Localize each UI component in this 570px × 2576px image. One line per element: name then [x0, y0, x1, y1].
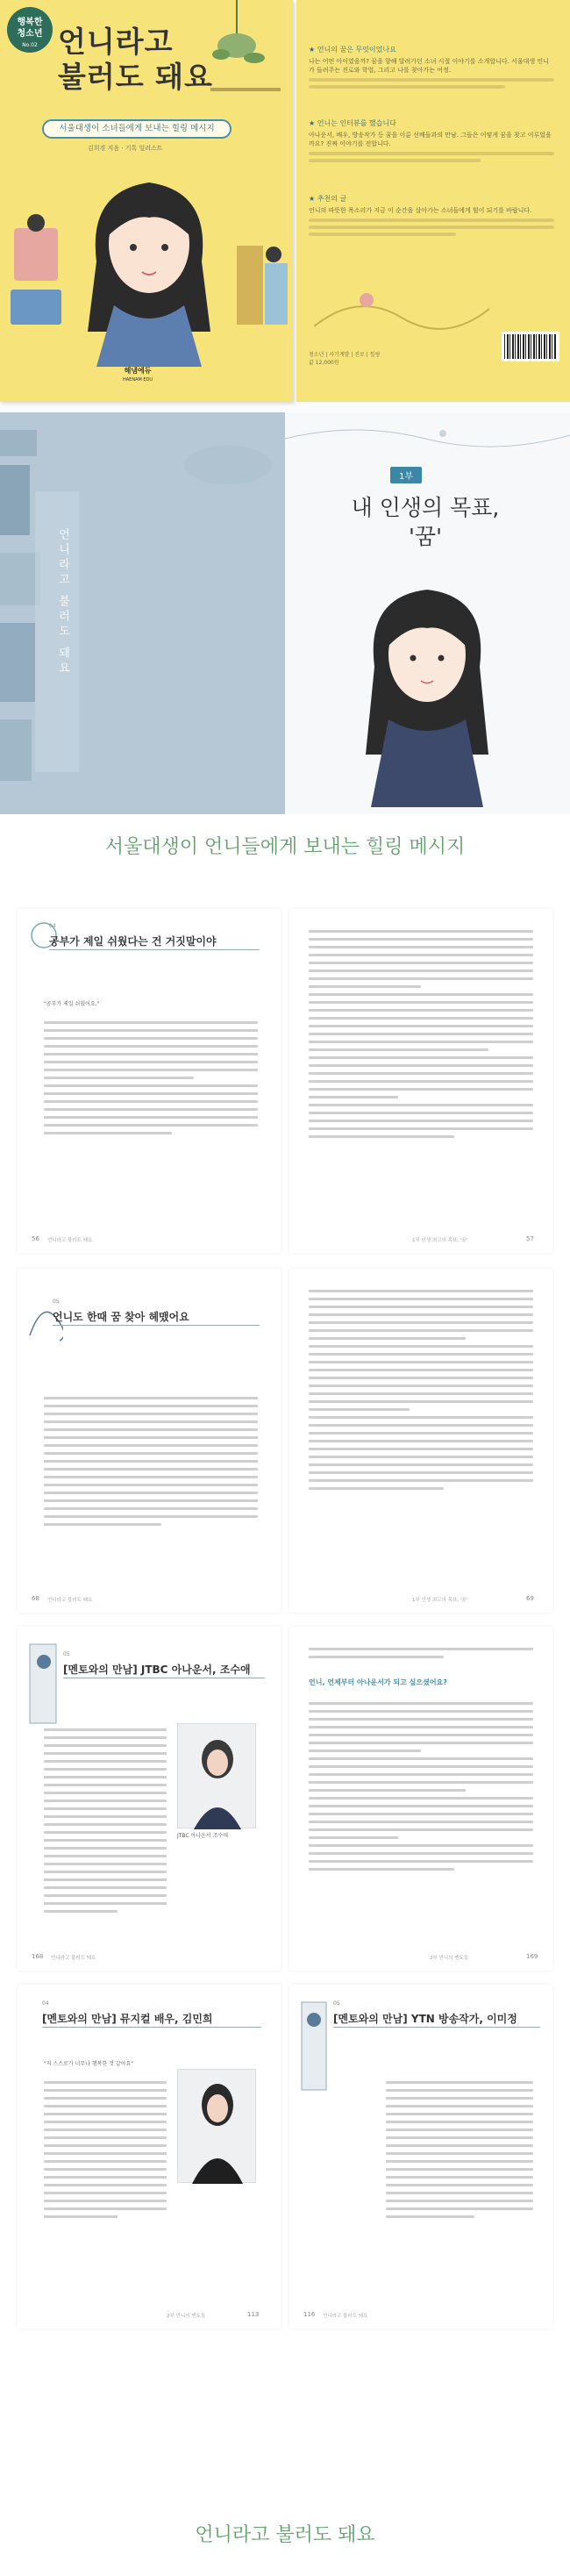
running-head-right: 언니라고 불러도 돼요 — [323, 2314, 368, 2319]
mentor-photo — [177, 2069, 256, 2183]
back-section-2-text: 아나운서, 배우, 방송작가 등 꿈을 이룬 선배들과의 만남. 그들은 어떻게 꿈을 찾고 이루었을까요? 진짜 이야기를 전합니다. — [309, 132, 552, 147]
page-number-left: 113 — [247, 2311, 260, 2318]
inner-spread-section — [0, 412, 570, 814]
chapter-number: 05 — [63, 1651, 70, 1657]
page-number-left: 56 — [32, 1235, 39, 1242]
page-number-left: 68 — [32, 1595, 39, 1602]
body-text-block — [44, 2076, 167, 2223]
interview-question: 언니, 언제부터 아나운서가 되고 싶으셨어요? — [309, 1678, 447, 1686]
back-section-3-heading: ★ 추천의 글 — [309, 195, 347, 203]
running-head-left: 언니라고 불러도 돼요 — [47, 1238, 93, 1243]
part-tag: 1부 — [390, 467, 422, 483]
running-head-right: 2부 언니의 멘토들 — [430, 1956, 469, 1961]
body-text-block — [309, 1284, 533, 1495]
chapter-title: [멘토와의 만남] 뮤지컬 배우, 김민희 — [42, 2013, 213, 2025]
left-figures-illustration — [5, 211, 67, 333]
chapter-number: 04 — [42, 2000, 49, 2007]
cover-section — [0, 0, 570, 412]
body-text-block — [309, 1642, 533, 1664]
right-figures-illustration — [230, 228, 291, 360]
running-head-right: 1부 인생 최고의 목표, '꿈' — [412, 1598, 468, 1603]
answer-text-block — [309, 1697, 533, 1876]
publisher-logo: 해냄에듀 HAENAM EDU — [123, 367, 153, 383]
back-section-2-heading: ★ 언니는 인터뷰를 했습니다 — [309, 119, 396, 127]
chapter-title: 언니도 한때 꿈 찾아 헤맸어요 — [53, 1311, 189, 1323]
chapter-title: 공부가 제일 쉬웠다는 건 거짓말이야 — [49, 935, 217, 948]
chapter-quote: "저 스스로가 너무나 행복한 것 같아요" — [44, 2061, 133, 2067]
chapter-title: [멘토와의 만남] JTBC 아나운서, 조수애 — [63, 1664, 251, 1676]
series-badge: 행복한 청소년 No.02 — [7, 7, 53, 53]
back-section-3-text: 언니의 따뜻한 목소리가 지금 이 순간을 살아가는 소녀들에게 힘이 되기를 바랍니다. — [309, 207, 532, 214]
body-text-block — [386, 2076, 533, 2223]
chapter-quote: "공부가 제일 쉬웠어요." — [44, 1001, 100, 1007]
cover-title-line1: 언니라고 — [58, 25, 174, 59]
cover-subtitle: 서울대생이 소녀들에게 보내는 힐링 메시지 — [42, 119, 232, 139]
front-cover — [0, 0, 293, 402]
right-page — [289, 1985, 552, 2329]
right-page — [289, 1269, 552, 1613]
back-section-1 — [309, 46, 554, 92]
body-text-block — [309, 925, 533, 1143]
left-page — [18, 1627, 281, 1971]
bookshelf-illustration — [0, 412, 285, 814]
part-title-page — [285, 412, 570, 814]
chapter-number: 05 — [333, 2000, 340, 2007]
tagline: 서울대생이 언니들에게 보내는 힐링 메시지 — [104, 836, 466, 858]
cover-title — [58, 25, 251, 95]
chapter-number: 04 — [49, 923, 56, 929]
isbn-barcode — [502, 332, 559, 361]
left-page — [18, 909, 281, 1253]
part-title: 내 인생의 목표, '꿈' — [351, 495, 500, 549]
back-cover — [296, 0, 570, 402]
cover-author: 김희경 지음 · 기톡 일러스트 — [88, 145, 163, 152]
page-number-left: 168 — [32, 1953, 44, 1960]
back-section-1-text: 나는 어떤 아이였을까? 꿈을 향해 달려가던 소녀 시절 이야기를 소개합니다. 서울대생 언니가 들려주는 진로와 학업, 그리고 나를 찾아가는 여정. — [309, 58, 549, 74]
page-spread-4 — [0, 1979, 570, 2334]
chapter-doodle-icon — [25, 1635, 67, 1732]
girl-illustration — [61, 156, 237, 367]
body-text-block — [44, 1016, 258, 1140]
cover-title-line2: 불러도 돼요 — [58, 60, 213, 94]
left-page — [18, 1269, 281, 1613]
left-page — [18, 1985, 281, 2329]
chapter-doodle-icon — [296, 1993, 335, 2099]
right-page — [289, 1627, 552, 1971]
body-text-block — [44, 1723, 167, 1918]
page-number-right: 169 — [526, 1953, 538, 1960]
page-spread-1 — [0, 904, 570, 1255]
page-spread-2 — [0, 1263, 570, 1614]
decorative-line-illustration — [285, 412, 570, 465]
endpaper-title: 언니라고 불러도 돼요 — [56, 528, 69, 677]
back-price-info: 청소년 | 자기계발 | 진로 | 힐링 값 12,000원 — [309, 352, 381, 366]
page-number-right: 69 — [526, 1595, 534, 1602]
back-section-3 — [309, 195, 554, 240]
running-head-left: 언니라고 불러도 돼요 — [51, 1956, 96, 1961]
body-text-block — [44, 1392, 258, 1531]
running-head-left: 2부 언니의 멘토들 — [167, 2314, 206, 2319]
mentor-photo — [177, 1723, 256, 1828]
girl-portrait-illustration — [339, 570, 515, 807]
page-number-right: 116 — [303, 2311, 316, 2318]
running-head-left: 언니라고 불러도 돼요 — [47, 1598, 93, 1603]
running-head-right: 1부 인생 최고의 목표, '꿈' — [412, 1238, 468, 1243]
back-section-1-heading: ★ 언니의 꿈은 무엇이었나요 — [309, 46, 396, 54]
page-number-right: 57 — [526, 1235, 534, 1242]
photo-caption: JTBC 아나운서 조수애 — [177, 1833, 229, 1839]
right-page — [289, 909, 552, 1253]
page-spread-3 — [0, 1621, 570, 1972]
endpaper-page — [0, 412, 285, 814]
footer-title: 언니라고 불러도 돼요 — [195, 2524, 375, 2546]
chapter-number: 05 — [53, 1299, 60, 1305]
chapter-title: [멘토와의 만남] YTN 방송작가, 이미정 — [333, 2013, 517, 2025]
back-cover-illustration — [314, 274, 489, 335]
back-section-2 — [309, 119, 554, 166]
